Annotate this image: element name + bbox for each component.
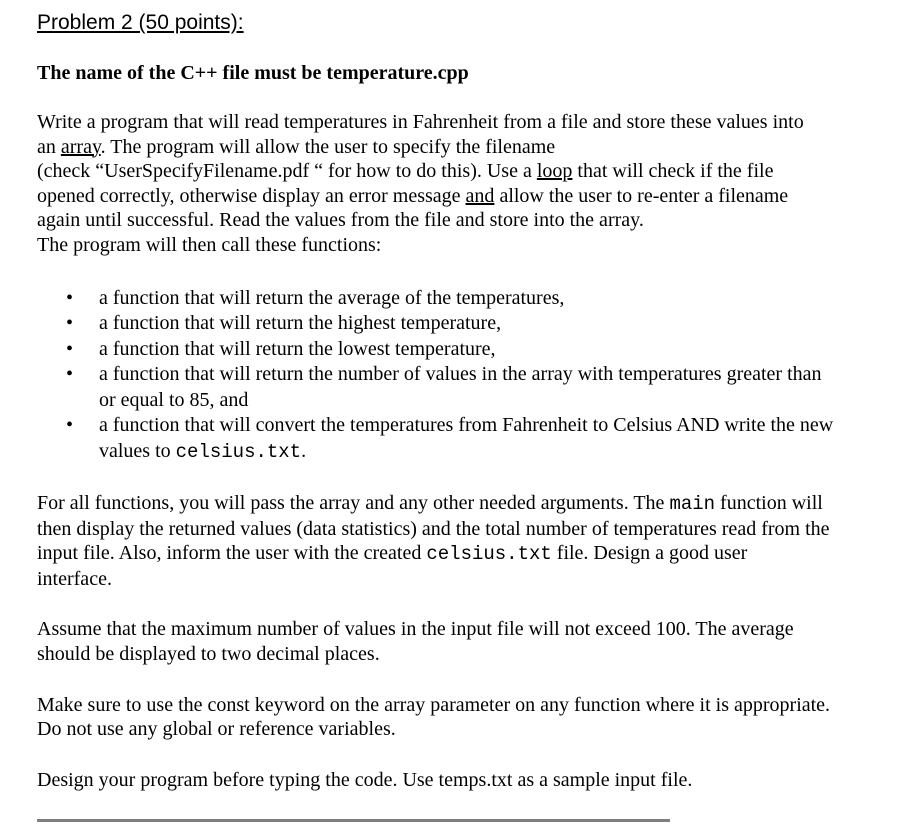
underlined-array: array: [60, 135, 101, 158]
file-name-requirement: The name of the C++ file must be temperature.cpp: [37, 62, 469, 84]
intro-line-3: [37, 159, 897, 184]
functions-line-2: then display the returned values (data statistics) and the total number of temperatures read from the: [37, 517, 830, 540]
code-celsius-file: celsius.txt: [175, 440, 302, 463]
bottom-divider: [37, 819, 670, 822]
bullet-icon: •: [66, 286, 74, 309]
list-item-text: .: [301, 439, 307, 462]
underlined-loop: loop: [536, 160, 573, 183]
intro-text: opened correctly, otherwise display an error message: [37, 184, 466, 207]
list-item-text: values to: [99, 439, 176, 462]
intro-line-2: [37, 135, 897, 160]
underlined-and: and: [465, 184, 495, 207]
assume-paragraph: [37, 617, 897, 666]
functions-text: input file. Also, inform the user with the created: [37, 542, 427, 565]
bullet-icon: •: [66, 414, 74, 437]
list-item-text: a function that will return the lowest temperature,: [99, 337, 496, 360]
list-item-text: a function that will return the highest temperature,: [99, 312, 502, 335]
intro-line-5: again until successful. Read the values from the file and store into the array.: [37, 209, 644, 232]
functions-text: function will: [715, 492, 823, 515]
functions-text: For all functions, you will pass the array and any other needed arguments. The: [37, 492, 670, 515]
bullet-icon: •: [66, 337, 74, 360]
function-list: [37, 286, 897, 466]
functions-paragraph: [37, 491, 897, 591]
intro-line-1: Write a program that will read temperatures in Fahrenheit from a file and store these values into: [37, 111, 804, 133]
intro-text: allow the user to re-enter a filename: [494, 184, 789, 207]
functions-line-3: [37, 541, 897, 567]
intro-text: that will check if the file: [572, 160, 774, 183]
intro-text: (check “UserSpecifyFilename.pdf “ for how to do this). Use a: [37, 160, 537, 183]
intro-line-4: [37, 184, 897, 209]
list-item-text: a function that will return the average of the temperatures,: [99, 286, 565, 309]
const-paragraph: [37, 693, 897, 742]
document-page: [37, 0, 897, 792]
list-item: [37, 286, 897, 312]
assume-line-2: should be displayed to two decimal places.: [37, 643, 380, 666]
intro-line-6: The program will then call these functions:: [37, 233, 382, 256]
code-celsius-file: celsius.txt: [426, 543, 552, 566]
intro-text: an: [37, 135, 61, 158]
bullet-icon: •: [66, 312, 74, 335]
list-item-text: a function that will return the number of values in the array with temperatures greater than: [99, 363, 822, 386]
list-item: [37, 311, 897, 337]
list-item-text: a function that will convert the temperatures from Fahrenheit to Celsius AND write the new: [99, 414, 834, 437]
const-line-1: Make sure to use the const keyword on the array parameter on any function where it is appropriate.: [37, 693, 831, 716]
list-item-text: or equal to 85, and: [99, 388, 249, 411]
list-item-text: [99, 439, 897, 466]
assume-line-1: Assume that the maximum number of values in the input file will not exceed 100. The average: [37, 618, 794, 641]
const-line-2: Do not use any global or reference variables.: [37, 718, 396, 741]
bullet-icon: •: [66, 363, 74, 386]
intro-text: . The program will allow the user to specify the filename: [100, 135, 556, 158]
intro-paragraph: [37, 110, 897, 258]
list-item: [37, 362, 897, 413]
list-item: [37, 413, 897, 465]
design-paragraph: [37, 768, 897, 793]
code-main: main: [669, 493, 716, 516]
problem-title: Problem 2 (50 points):: [37, 11, 244, 34]
functions-line-4: interface.: [37, 567, 112, 590]
design-line-1: Design your program before typing the code. Use temps.txt as a sample input file.: [37, 768, 693, 791]
functions-line-1: [37, 491, 897, 517]
functions-text: file. Design a good user: [551, 542, 748, 565]
list-item: [37, 337, 897, 363]
